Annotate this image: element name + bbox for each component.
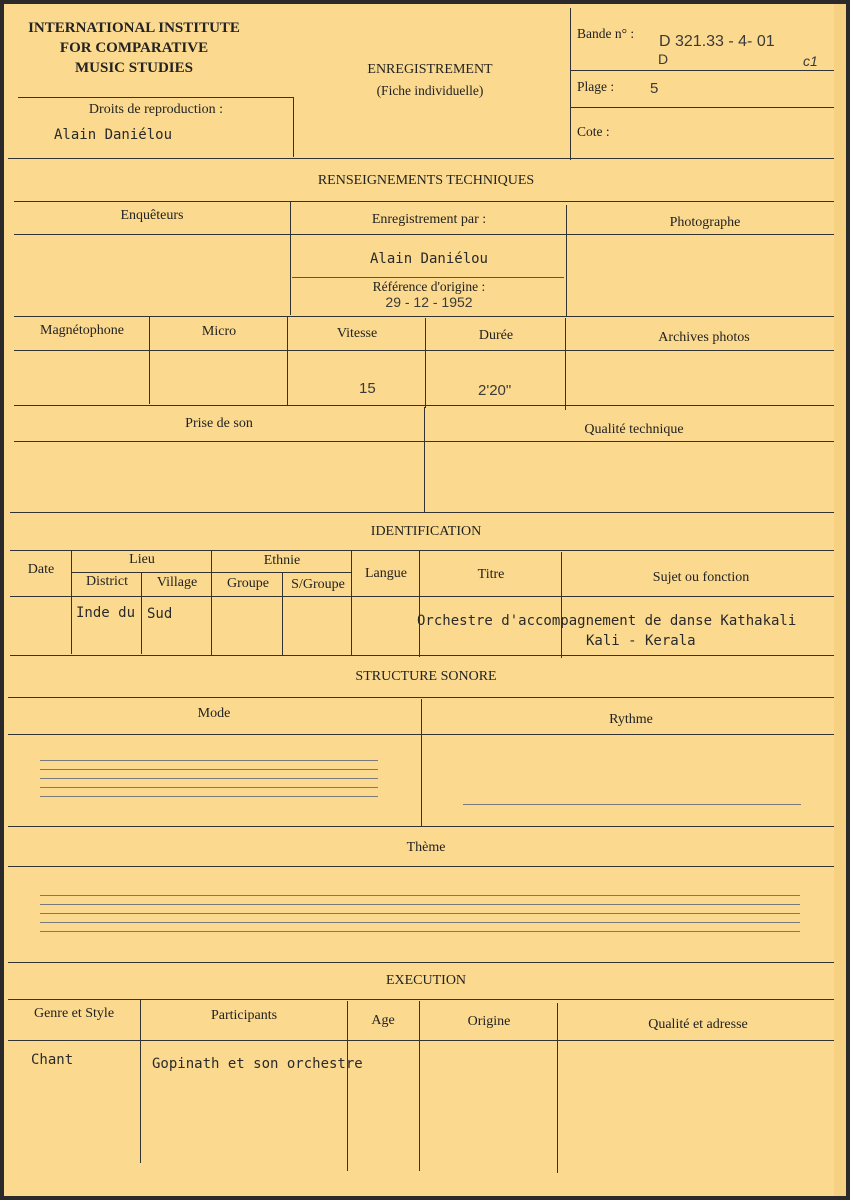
ruled-line xyxy=(40,760,378,761)
divider xyxy=(211,550,212,655)
prise-de-son-label: Prise de son xyxy=(185,416,253,431)
divider xyxy=(421,699,422,827)
reference-value: 29 - 12 - 1952 xyxy=(385,294,473,310)
titre-label: Titre xyxy=(477,567,505,582)
divider xyxy=(14,316,842,317)
form-subtitle: (Fiche individuelle) xyxy=(376,83,484,98)
divider xyxy=(10,512,842,513)
divider xyxy=(14,405,842,406)
divider xyxy=(8,158,844,159)
date-label: Date xyxy=(27,562,55,577)
ruled-line xyxy=(40,931,800,932)
divider xyxy=(71,550,72,654)
archives-label: Archives photos xyxy=(658,330,750,345)
magnetophone-label: Magnétophone xyxy=(40,323,124,338)
ruled-line xyxy=(40,895,800,896)
divider xyxy=(287,316,288,406)
ruled-line xyxy=(40,787,378,788)
section-title-technique: RENSEIGNEMENTS TECHNIQUES xyxy=(317,173,535,188)
divider xyxy=(419,1001,420,1171)
origine-label: Origine xyxy=(467,1014,511,1029)
titre-value-line-2: Kali - Kerala xyxy=(586,633,696,649)
divider xyxy=(419,550,420,657)
divider xyxy=(140,999,141,1163)
divider xyxy=(571,70,840,71)
genre-value: Chant xyxy=(31,1052,74,1068)
divider xyxy=(18,97,294,98)
cote-label: Cote : xyxy=(577,124,610,139)
ruled-line xyxy=(40,778,378,779)
rights-value: Alain Daniélou xyxy=(54,127,173,143)
divider xyxy=(8,734,840,735)
divider xyxy=(351,550,352,656)
ruled-line xyxy=(40,769,378,770)
institute-line-3: MUSIC STUDIES xyxy=(75,60,193,76)
ruled-line xyxy=(463,804,801,805)
divider xyxy=(282,572,283,656)
institute-line-2: FOR COMPARATIVE xyxy=(59,40,209,56)
district-value: Inde du xyxy=(76,605,136,621)
divider xyxy=(8,962,840,963)
divider xyxy=(14,350,842,351)
divider xyxy=(8,697,840,698)
enqueteurs-label: Enquêteurs xyxy=(120,208,184,223)
vitesse-label: Vitesse xyxy=(336,326,378,341)
participants-value: Gopinath et son orchestre xyxy=(152,1056,363,1072)
ruled-line xyxy=(40,904,800,905)
divider xyxy=(141,572,142,654)
divider xyxy=(8,866,840,867)
card-edge-shadow xyxy=(834,4,846,1196)
duree-label: Durée xyxy=(478,328,514,343)
plage-label: Plage : xyxy=(577,79,615,94)
bande-label: Bande n° : xyxy=(577,26,635,41)
duree-value: 2'20" xyxy=(478,382,512,399)
photographe-label: Photographe xyxy=(669,215,741,230)
divider xyxy=(292,277,564,278)
enregistrement-value: Alain Daniélou xyxy=(369,251,488,267)
divider xyxy=(424,407,425,513)
section-title-identification: IDENTIFICATION xyxy=(370,524,482,539)
village-value: Sud xyxy=(147,606,173,622)
ruled-line xyxy=(40,796,378,797)
divider xyxy=(8,999,840,1000)
divider xyxy=(557,1003,558,1173)
plage-value: 5 xyxy=(650,80,659,97)
mode-label: Mode xyxy=(197,706,231,721)
section-title-structure: STRUCTURE SONORE xyxy=(355,669,497,684)
divider xyxy=(149,316,150,404)
institute-line-1: INTERNATIONAL INSTITUTE xyxy=(28,20,240,36)
divider xyxy=(14,234,842,235)
village-label: Village xyxy=(156,575,198,590)
divider xyxy=(561,552,562,658)
divider xyxy=(10,596,840,597)
ruled-line xyxy=(40,922,800,923)
titre-value-line-1: Orchestre d'accompagnement de danse Kathakali xyxy=(417,613,797,629)
divider xyxy=(8,1040,840,1041)
section-title-execution: EXECUTION xyxy=(385,973,467,988)
theme-label: Thème xyxy=(406,840,446,855)
micro-label: Micro xyxy=(201,324,237,339)
bande-value: D 321.33 - 4- 01 xyxy=(659,33,775,50)
divider xyxy=(566,205,567,317)
divider xyxy=(571,107,840,108)
bande-annotation: D xyxy=(658,51,669,67)
divider xyxy=(10,655,840,656)
district-label: District xyxy=(86,574,128,589)
sujet-label: Sujet ou fonction xyxy=(652,570,750,585)
ruled-line xyxy=(40,913,800,914)
bande-annotation: c1 xyxy=(803,53,818,69)
divider xyxy=(347,1001,348,1171)
reference-label: Référence d'origine : xyxy=(372,279,486,294)
rythme-label: Rythme xyxy=(609,712,653,727)
vitesse-value: 15 xyxy=(359,380,376,397)
participants-label: Participants xyxy=(210,1008,278,1023)
enregistrement-label: Enregistrement par : xyxy=(371,212,487,227)
divider xyxy=(8,826,840,827)
divider xyxy=(14,201,842,202)
qualite-adresse-label: Qualité et adresse xyxy=(648,1017,748,1032)
genre-label: Genre et Style xyxy=(33,1006,115,1021)
divider xyxy=(570,8,571,160)
qualite-technique-label: Qualité technique xyxy=(584,422,684,437)
institute-name xyxy=(14,18,254,78)
lieu-label: Lieu xyxy=(129,552,155,567)
rights-label: Droits de reproduction : xyxy=(88,102,224,117)
divider xyxy=(14,441,842,442)
divider xyxy=(425,318,426,408)
groupe-label: Groupe xyxy=(227,576,269,591)
form-title: ENREGISTREMENT xyxy=(367,62,493,77)
ethnie-label: Ethnie xyxy=(263,553,301,568)
age-label: Age xyxy=(371,1013,395,1028)
divider xyxy=(565,318,566,410)
langue-label: Langue xyxy=(365,566,407,581)
sgroupe-label: S/Groupe xyxy=(291,577,345,592)
